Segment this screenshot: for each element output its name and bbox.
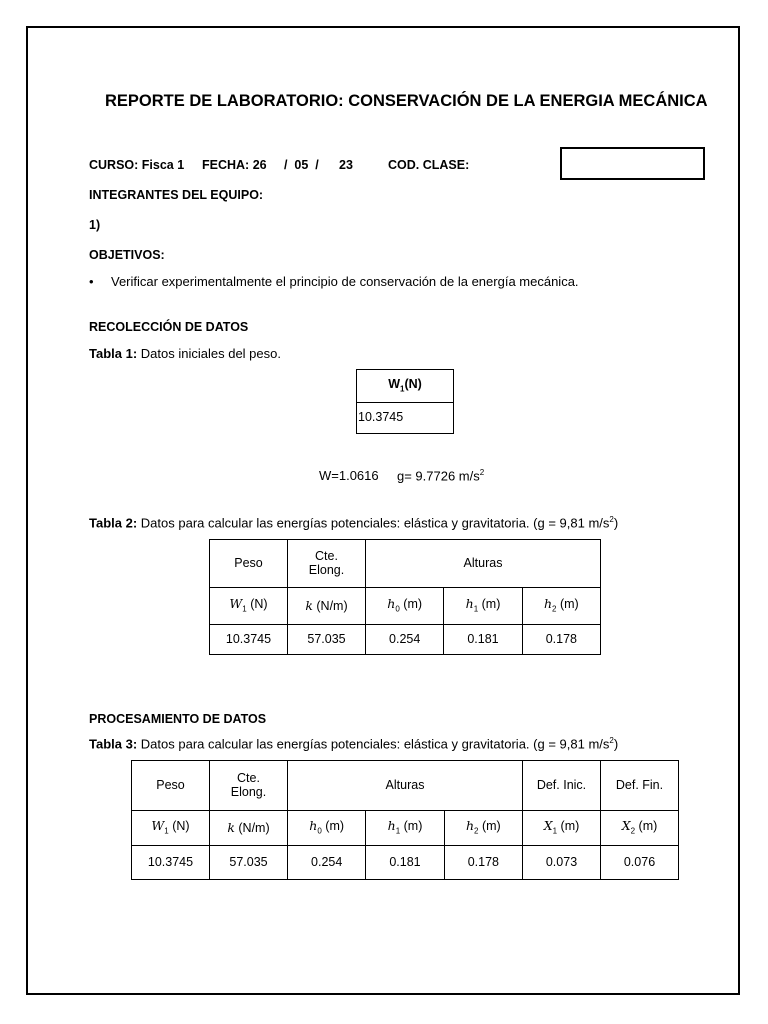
t3-h2-unit: $h_2$ (m) bbox=[444, 811, 522, 846]
t2-cte-header: Cte. Elong. bbox=[288, 540, 366, 588]
table1-value: 10.3745 bbox=[357, 403, 454, 434]
t3-value-x1: 0.073 bbox=[523, 846, 601, 880]
curso-label: CURSO: Fisca 1 bbox=[89, 158, 185, 172]
t2-value-h1: 0.181 bbox=[444, 625, 522, 655]
table-1 bbox=[356, 369, 454, 434]
t2-value-h0: 0.254 bbox=[366, 625, 444, 655]
t3-w-unit: $W_1$ (N) bbox=[132, 811, 210, 846]
cod-clase-label: COD. CLASE: bbox=[388, 158, 470, 172]
t2-value-k: 57.035 bbox=[288, 625, 366, 655]
t2-h2-unit: $h_2$ (m) bbox=[522, 588, 600, 625]
objetivos-heading: OBJETIVOS: bbox=[89, 248, 165, 262]
t2-h1-unit: $h_1$ (m) bbox=[444, 588, 522, 625]
tabla1-caption bbox=[89, 346, 281, 361]
objetivo-text: Verificar experimentalmente el principio de conservación de la energía mecánica. bbox=[111, 274, 579, 289]
t2-alturas-header: Alturas bbox=[366, 540, 601, 588]
member-1-label: 1) bbox=[89, 218, 101, 232]
t3-value-h2: 0.178 bbox=[444, 846, 522, 880]
tabla2-caption: Tabla 2: Datos para calcular las energías potenciales: elástica y gravitatoria. (g = 9,81 $m/s^2$) bbox=[89, 515, 619, 531]
objetivo-item bbox=[89, 274, 579, 289]
recoleccion-heading: RECOLECCIÓN DE DATOS bbox=[89, 320, 249, 334]
t2-value-h2: 0.178 bbox=[522, 625, 600, 655]
page-title: REPORTE DE LABORATORIO: CONSERVACIÓN DE LA ENERGIA MECÁNICA bbox=[105, 92, 708, 110]
table1-header: $W_1(N)$ bbox=[357, 370, 454, 403]
fecha-label: FECHA: 26 bbox=[202, 158, 267, 172]
t3-def-inic-header: Def. Inic. bbox=[523, 761, 601, 811]
t3-value-h0: 0.254 bbox=[288, 846, 366, 880]
t3-value-x2: 0.076 bbox=[601, 846, 679, 880]
t2-h0-unit: $h_0$ (m) bbox=[366, 588, 444, 625]
tabla3-caption: Tabla 3: Datos para calcular las energías potenciales: elástica y gravitatoria. (g = 9,81 $m/s^2$) bbox=[89, 736, 619, 752]
t2-peso-header: Peso bbox=[210, 540, 288, 588]
procesamiento-heading: PROCESAMIENTO DE DATOS bbox=[89, 712, 267, 726]
t3-h1-unit: $h_1$ (m) bbox=[366, 811, 444, 846]
tabla1-caption-text: Datos iniciales del peso. bbox=[137, 346, 281, 361]
tabla3-label: Tabla 3: bbox=[89, 736, 138, 752]
tabla1-label: Tabla 1: bbox=[89, 346, 138, 361]
t3-value-peso: 10.3745 bbox=[132, 846, 210, 880]
t3-x2-unit: $X_2$ (m) bbox=[601, 811, 679, 846]
table-2 bbox=[209, 539, 601, 655]
integrantes-label: INTEGRANTES DEL EQUIPO: bbox=[89, 188, 264, 202]
fecha-year: 23 bbox=[339, 158, 353, 172]
t3-cte-header: Cte. Elong. bbox=[210, 761, 288, 811]
t3-h0-unit: $h_0$ (m) bbox=[288, 811, 366, 846]
fecha-month: / 05 / bbox=[284, 158, 319, 172]
t3-peso-header: Peso bbox=[132, 761, 210, 811]
t2-value-peso: 10.3745 bbox=[210, 625, 288, 655]
summary-w: W=1.0616 bbox=[319, 468, 379, 483]
t2-k-unit: k (N/m) bbox=[288, 588, 366, 625]
t3-x1-unit: $X_1$ (m) bbox=[523, 811, 601, 846]
t3-value-h1: 0.181 bbox=[366, 846, 444, 880]
cod-clase-input[interactable] bbox=[560, 147, 705, 180]
table-3 bbox=[131, 760, 679, 880]
t3-value-k: 57.035 bbox=[210, 846, 288, 880]
tabla2-label: Tabla 2: bbox=[89, 515, 138, 531]
summary-g: g= 9.7726 $m/s^2$ bbox=[397, 468, 485, 484]
bullet-icon: • bbox=[89, 274, 94, 289]
t3-def-fin-header: Def. Fin. bbox=[601, 761, 679, 811]
t2-w-unit: $W_1$ (N) bbox=[210, 588, 288, 625]
t3-k-unit: k (N/m) bbox=[210, 811, 288, 846]
t3-alturas-header: Alturas bbox=[288, 761, 523, 811]
